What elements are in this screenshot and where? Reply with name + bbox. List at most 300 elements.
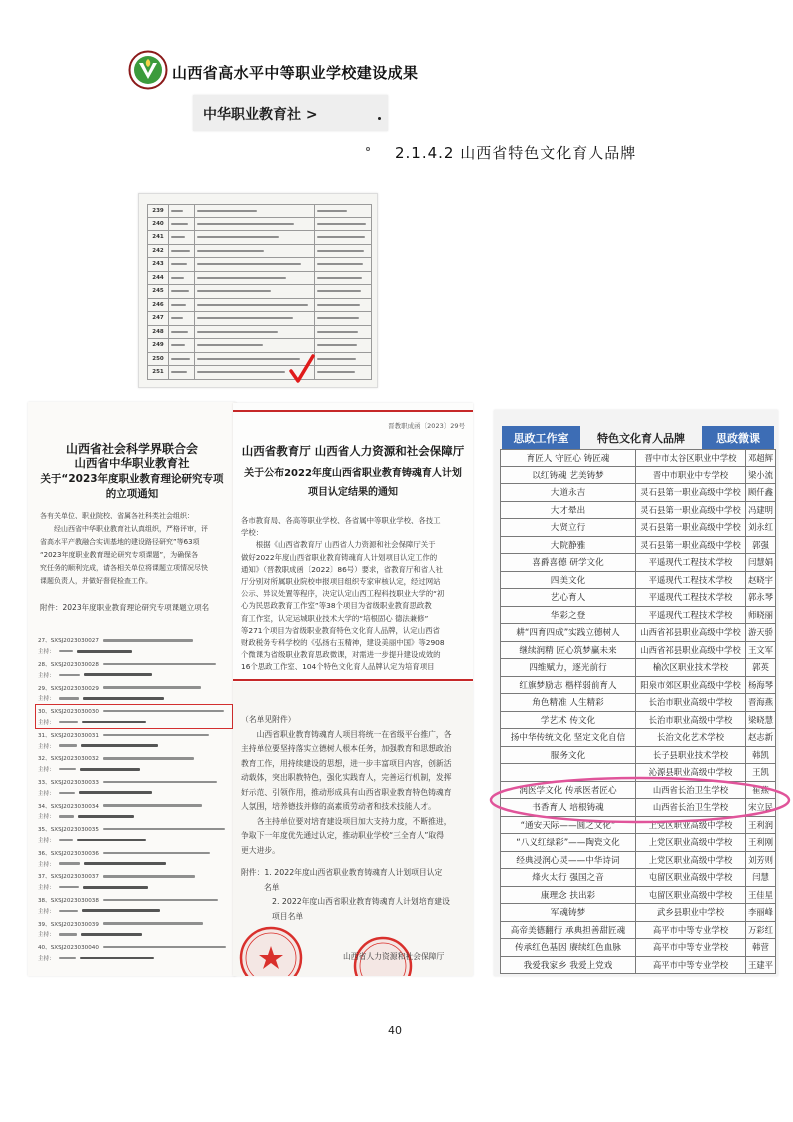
red-checkmark-icon [289, 354, 315, 384]
school-name: 山西省长治卫生学校 [636, 799, 746, 816]
person-name: 崔燕 [746, 782, 776, 799]
brand-name: 书香育人 培根铸魂 [500, 799, 636, 816]
illegible-text [103, 828, 225, 830]
row-number: 245 [147, 285, 169, 298]
project-code: 35、SXSJ2023030035 [38, 827, 99, 834]
list-item [36, 728, 232, 752]
table-cell [315, 299, 372, 312]
person-name: 郭英 [746, 659, 776, 676]
table-cell [169, 339, 195, 352]
brand-row [500, 904, 776, 922]
table-cell [315, 366, 372, 379]
list-item-title [38, 800, 230, 811]
list-item-title [38, 753, 230, 764]
host-label: 主持： [38, 790, 55, 797]
illegible-text [59, 744, 77, 746]
project-code: 34、SXSJ2023030034 [38, 803, 99, 810]
person-name: 冯建明 [746, 502, 776, 519]
illegible-text [171, 331, 188, 333]
brand-row [500, 467, 776, 485]
table-cell [315, 258, 372, 271]
table-cell [315, 353, 372, 366]
person-name: 韩营 [746, 939, 776, 956]
illegible-text [59, 650, 73, 652]
list-item-host [38, 740, 230, 751]
body-line: 个微课为省级职业教育思政微课，对需进一步提升建设成效的 [241, 650, 441, 660]
person-name: 赵晓宇 [746, 572, 776, 589]
brand-name: 军魂铸梦 [500, 904, 636, 921]
person-name: 韩凯 [746, 747, 776, 764]
illegible-text [171, 371, 187, 373]
left-doc-body [40, 510, 232, 588]
host-label: 主持： [38, 861, 55, 868]
project-code: 39、SXSJ2023030039 [38, 921, 99, 928]
list-item-host [38, 929, 230, 940]
row-number: 241 [147, 231, 169, 244]
body-line: 动载体，突出职教特色，强化实践育人，完善运行机制，发挥 [241, 773, 452, 782]
host-label: 主持： [38, 743, 55, 750]
person-name: 万彩红 [746, 922, 776, 939]
table-cell [315, 326, 372, 339]
school-name: 高平市中等专业学校 [636, 939, 746, 956]
illegible-text [317, 317, 359, 319]
illegible-text [103, 899, 218, 901]
brand-row [500, 957, 776, 975]
project-code: 33、SXSJ2023030033 [38, 779, 99, 786]
brand-row [500, 852, 776, 870]
left-doc-title-line: 关于“2023年度职业教育理论研究专项 [40, 473, 224, 485]
brand-name: 扬中华传统文化 坚定文化自信 [500, 729, 636, 746]
illegible-text [59, 697, 79, 699]
table-row [147, 231, 372, 245]
table-cell [315, 285, 372, 298]
left-doc-title-line: 的立项通知 [105, 488, 159, 500]
illegible-text [82, 909, 160, 912]
table-row [147, 245, 372, 259]
list-item [36, 799, 232, 823]
table-cell [169, 366, 195, 379]
row-number: 250 [147, 353, 169, 366]
brand-row [500, 554, 776, 572]
illegible-text [197, 290, 271, 292]
project-code: 28、SXSJ2023030028 [38, 661, 99, 668]
middle-document-photo [233, 403, 473, 976]
illegible-text [171, 250, 190, 252]
person-name: 刘芳则 [746, 852, 776, 869]
body-line: 公示、异议处置等程序，决定认定山西工程科技职业大学的“初 [241, 589, 445, 599]
row-number: 240 [147, 218, 169, 231]
table-row [147, 272, 372, 286]
project-code: 37、SXSJ2023030037 [38, 874, 99, 881]
brand-name: 润医学文化 传承医者匠心 [500, 782, 636, 799]
table-cell [169, 312, 195, 325]
middle-doc-lower-body [241, 713, 469, 924]
illegible-text [103, 946, 226, 948]
right-table-photo [494, 410, 778, 976]
table-cell [315, 272, 372, 285]
illegible-text [317, 236, 365, 238]
tab-ideological-studio: 思政工作室 [502, 426, 580, 449]
table-cell [195, 258, 315, 271]
project-code: 36、SXSJ2023030036 [38, 850, 99, 857]
table-cell [195, 272, 315, 285]
list-item-host [38, 811, 230, 822]
school-name: 晋中市职业中专学校 [636, 467, 746, 484]
table-cell [195, 326, 315, 339]
tab-culture-brand: 特色文化育人品牌 [597, 431, 685, 445]
illegible-text [171, 263, 187, 265]
table-cell [169, 326, 195, 339]
brand-name: 红旗梦励志 楷样弱前育人 [500, 677, 636, 694]
host-label: 主持： [38, 885, 55, 892]
brand-row [500, 484, 776, 502]
list-item-host [38, 953, 230, 964]
body-line: 课题负责人，并做好督促检查工作。 [40, 577, 152, 585]
dot-mark [378, 117, 381, 120]
person-name: 王文军 [746, 642, 776, 659]
left-doc-title-line: 山西省社会科学界联合会 [65, 442, 198, 456]
illegible-text [171, 304, 186, 306]
person-name: 闫慧娟 [746, 554, 776, 571]
table-cell [195, 312, 315, 325]
brand-name: 服务文化 [500, 747, 636, 764]
list-item-title [38, 847, 230, 858]
list-item [36, 941, 232, 965]
list-item [36, 776, 232, 800]
table-row [147, 285, 372, 299]
illegible-text [59, 674, 80, 676]
table-cell [169, 285, 195, 298]
person-name: 顾仟鑫 [746, 484, 776, 501]
brand-row [500, 887, 776, 905]
table-row [147, 299, 372, 313]
illegible-text [77, 650, 132, 653]
school-name: 长子县职业技术学校 [636, 747, 746, 764]
person-name: 赵志新 [746, 729, 776, 746]
school-name: 平遥现代工程技术学校 [636, 589, 746, 606]
person-name: 刘永红 [746, 519, 776, 536]
brand-name: 大道永吉 [500, 484, 636, 501]
table-cell [169, 205, 195, 217]
body-line: 更大进步。 [241, 845, 280, 855]
school-name: 平遥现代工程技术学校 [636, 554, 746, 571]
list-item [36, 752, 232, 776]
brand-row [500, 677, 776, 695]
illegible-text [317, 223, 366, 225]
person-name: 邓超辉 [746, 450, 776, 466]
tab-micro-course: 思政微课 [702, 426, 774, 449]
project-code: 32、SXSJ2023030032 [38, 756, 99, 763]
list-item-host [38, 764, 230, 775]
person-name: 晋海燕 [746, 694, 776, 711]
project-code: 40、SXSJ2023030040 [38, 945, 99, 952]
list-item-title [38, 729, 230, 740]
brand-row [500, 642, 776, 660]
illegible-text [317, 290, 361, 292]
list-item [36, 846, 232, 870]
table-cell [169, 245, 195, 258]
illegible-text [171, 236, 185, 238]
left-doc-annex: 附件：2023年度职业教育理论研究专项课题立项名 [40, 603, 210, 612]
illegible-text [317, 344, 357, 346]
person-name: 王佳星 [746, 887, 776, 904]
school-name: 山西省长治卫生学校 [636, 782, 746, 799]
brand-name: 康理念 扶出彩 [500, 887, 636, 904]
illegible-text [171, 277, 184, 279]
list-item [36, 634, 232, 658]
illegible-text [103, 663, 216, 665]
school-name: 平遥现代工程技术学校 [636, 607, 746, 624]
illegible-text [317, 250, 364, 252]
illegible-text [197, 304, 308, 306]
host-label: 主持： [38, 767, 55, 774]
person-name: 杨海琴 [746, 677, 776, 694]
brand-name: 以红铸魂 艺美铸梦 [500, 467, 636, 484]
table-cell [169, 272, 195, 285]
school-name: 灵石县第一职业高级中学校 [636, 502, 746, 519]
school-name: 灵石县第一职业高级中学校 [636, 519, 746, 536]
illegible-text [59, 933, 77, 935]
illegible-text [317, 331, 358, 333]
illegible-text [317, 371, 355, 373]
list-item-title [38, 777, 230, 788]
illegible-text [59, 910, 78, 912]
list-item-host [38, 646, 230, 657]
school-name: 高平市中等专业学校 [636, 957, 746, 974]
person-name: 王利刚 [746, 834, 776, 851]
list-item-host [38, 787, 230, 798]
brand-name: “八义红绿彩”——陶瓷文化 [500, 834, 636, 851]
body-line: 究任务的顺利完成，请各相关单位将课题立项情况尽快 [40, 564, 208, 572]
illegible-text [59, 815, 74, 817]
illegible-text [84, 673, 152, 676]
row-number: 247 [147, 312, 169, 325]
row-number: 239 [147, 205, 169, 217]
brand-name: 四美文化 [500, 572, 636, 589]
illegible-text [103, 875, 195, 877]
brand-row [500, 712, 776, 730]
illegible-text [59, 721, 78, 723]
brand-row [500, 922, 776, 940]
list-item-title [38, 942, 230, 953]
illegible-text [83, 886, 148, 889]
brand-table [500, 449, 776, 974]
table-cell [195, 205, 315, 217]
illegible-text [103, 734, 209, 736]
table-row [147, 312, 372, 326]
school-name: 山西省祁县职业高级中学校 [636, 624, 746, 641]
header-title: 山西省高水平中等职业学校建设成果 [172, 64, 419, 82]
table-cell [195, 245, 315, 258]
illegible-text [59, 957, 76, 959]
brand-row [500, 572, 776, 590]
school-name: 灵石县第一职业高级中学校 [636, 484, 746, 501]
illegible-text [103, 804, 202, 806]
illegible-text [171, 223, 188, 225]
host-label: 主持： [38, 932, 55, 939]
row-number: 248 [147, 326, 169, 339]
table-cell [315, 245, 372, 258]
host-label: 主持： [38, 814, 55, 821]
table-cell [195, 285, 315, 298]
school-name: 屯留区职业高级中学校 [636, 869, 746, 886]
body-line: 心为民思政教育工作室”等38个项目为省级职业教育思政教 [241, 601, 432, 611]
project-code: 27、SXSJ2023030027 [38, 638, 99, 645]
list-item [36, 705, 232, 729]
table-row [147, 353, 372, 367]
row-number: 251 [147, 366, 169, 379]
row-number: 249 [147, 339, 169, 352]
table-cell [195, 339, 315, 352]
body-line: 经山西省中华职业教育社认真组织，严格评审，评 [54, 525, 208, 533]
table-cell [315, 218, 372, 231]
body-line: 等271个项目为省级职业教育特色文化育人品牌，认定山西省 [241, 625, 440, 635]
host-label: 主持： [38, 908, 55, 915]
table-cell [195, 299, 315, 312]
red-divider [233, 410, 473, 412]
list-item-host [38, 905, 230, 916]
table-photo-grid [147, 204, 372, 380]
table-cell [315, 312, 372, 325]
brand-name: 烽火太行 强国之音 [500, 869, 636, 886]
list-item [36, 681, 232, 705]
illegible-text [317, 304, 360, 306]
page-number: 40 [388, 1024, 402, 1037]
body-line: 各主持单位要对培育建设项目加大支持力度，不断推进， [256, 816, 452, 826]
illegible-text [171, 290, 189, 292]
school-name: 高平市中等专业学校 [636, 922, 746, 939]
person-name: 王建平 [746, 957, 776, 974]
table-cell [169, 231, 195, 244]
circle-mark [366, 147, 370, 151]
person-name: 梁晓慧 [746, 712, 776, 729]
list-item-title [38, 895, 230, 906]
pink-highlight-circle [488, 774, 792, 826]
person-name: 师晓丽 [746, 607, 776, 624]
brand-name: 传承红色基因 赓续红色血脉 [500, 939, 636, 956]
document-number: 晋教职成函〔2023〕29号 [388, 422, 465, 430]
illegible-text [317, 358, 356, 360]
brand-name: 喜爵喜德 研学文化 [500, 554, 636, 571]
illegible-text [59, 839, 73, 841]
person-name: 王凯 [746, 764, 776, 781]
host-label: 主持： [38, 955, 55, 962]
list-item-title [38, 659, 230, 670]
illegible-text [103, 922, 203, 924]
project-code: 29、SXSJ2023030029 [38, 685, 99, 692]
table-cell [169, 299, 195, 312]
host-label: 主持： [38, 696, 55, 703]
brand-name: 大才晕出 [500, 502, 636, 519]
list-item [36, 894, 232, 918]
body-line: 教育工作，用持续建设的思想，进一步丰富项目内容，创新活 [241, 758, 452, 768]
school-name: 屯留区职业高级中学校 [636, 887, 746, 904]
person-name: 宋立民 [746, 799, 776, 816]
person-name: 闫慧 [746, 869, 776, 886]
illegible-text [59, 768, 76, 770]
body-line: 通知》（晋教职成函〔2022〕86号）要求，省教育厅和省人社 [241, 564, 443, 574]
brand-row [500, 747, 776, 765]
body-line: 省高水平产教融合实训基地的建设路径研究”等63项 [40, 538, 200, 546]
illegible-text [197, 236, 279, 238]
body-line: 16个思政工作室、104个特色文化育人品牌认定为培育项目 [241, 662, 435, 672]
illegible-text [171, 358, 190, 360]
brand-name: 经典浸润心灵——中华诗词 [500, 852, 636, 869]
school-name: 晋中市太谷区职业中学校 [636, 450, 746, 466]
project-code: 31、SXSJ2023030031 [38, 732, 99, 739]
illegible-text [197, 358, 300, 360]
left-doc-title-line: 山西省中华职业教育社 [74, 456, 190, 470]
body-line: 做好2022年度山西省职业教育铸魂育人计划项目认定工作的 [241, 552, 438, 562]
host-label: 主持： [38, 672, 55, 679]
top-photo-label: 中华职业教育社 > [203, 107, 318, 123]
illegible-text [171, 210, 183, 212]
illegible-text [103, 852, 210, 854]
table-cell [315, 339, 372, 352]
list-item-title [38, 871, 230, 882]
table-photo [138, 193, 378, 388]
table-cell [195, 231, 315, 244]
illegible-text [171, 317, 183, 319]
school-name: 榆次区职业技术学校 [636, 659, 746, 676]
illegible-text [77, 839, 146, 842]
illegible-text [197, 344, 263, 346]
illegible-text [78, 815, 134, 818]
row-number: 242 [147, 245, 169, 258]
illegible-text [171, 344, 185, 346]
body-line: 名单 [264, 882, 280, 892]
host-label: 主持： [38, 837, 55, 844]
table-row [147, 326, 372, 340]
illegible-text [82, 721, 146, 724]
body-line: 附件：1. 2022年度山西省职业教育铸魂育人计划项目认定 [241, 868, 443, 877]
body-line: （名单见附件） [241, 715, 296, 724]
brand-name: “通安天际——圆之文化” [500, 817, 636, 834]
project-code: 38、SXSJ2023030038 [38, 897, 99, 904]
list-item-host [38, 835, 230, 846]
body-line: 财政税务专科学校的《弘扬右玉精神，建设美丽中国》等2908 [241, 638, 445, 648]
illegible-text [317, 210, 347, 212]
illegible-text [197, 223, 294, 225]
table-row [147, 204, 372, 218]
top-photo [193, 95, 388, 131]
row-number: 244 [147, 272, 169, 285]
middle-doc-title-line: 关于公布2022年度山西省职业教育铸魂育人计划 [244, 468, 462, 479]
person-name: 游天骄 [746, 624, 776, 641]
school-name: 沁源县职业高级中学校 [636, 764, 746, 781]
body-line: 育工作室，认定运城职业技术大学的“培根固心 德法兼修” [241, 613, 429, 623]
school-name: 长治市职业高级中学校 [636, 694, 746, 711]
section-heading: 2.1.4.2 山西省特色文化育人品牌 [395, 144, 637, 162]
brand-name: 角色精准 人生精彩 [500, 694, 636, 711]
brand-name: 我爱我家乡 我爱上党戏 [500, 957, 636, 974]
brand-row [500, 502, 776, 520]
school-name: 上党区职业高级中学校 [636, 834, 746, 851]
list-item-title [38, 918, 230, 929]
school-name: 灵石县第一职业高级中学校 [636, 537, 746, 554]
illegible-text [59, 862, 80, 864]
school-name: 武乡县职业中学校 [636, 904, 746, 921]
school-emblem-icon [128, 50, 168, 90]
body-line: 好示范、引领作用，推动形成具有山西省职业教育特色铸魂育 [241, 787, 452, 797]
illegible-text [83, 697, 164, 700]
table-row [147, 218, 372, 232]
list-item-title [38, 824, 230, 835]
list-item-host [38, 669, 230, 680]
brand-name: 耕“四育四成”实践立德树人 [500, 624, 636, 641]
body-line: 项目名单 [272, 911, 304, 921]
body-line: 各有关单位、职业院校、省属各社科类社会组织： [40, 512, 194, 520]
